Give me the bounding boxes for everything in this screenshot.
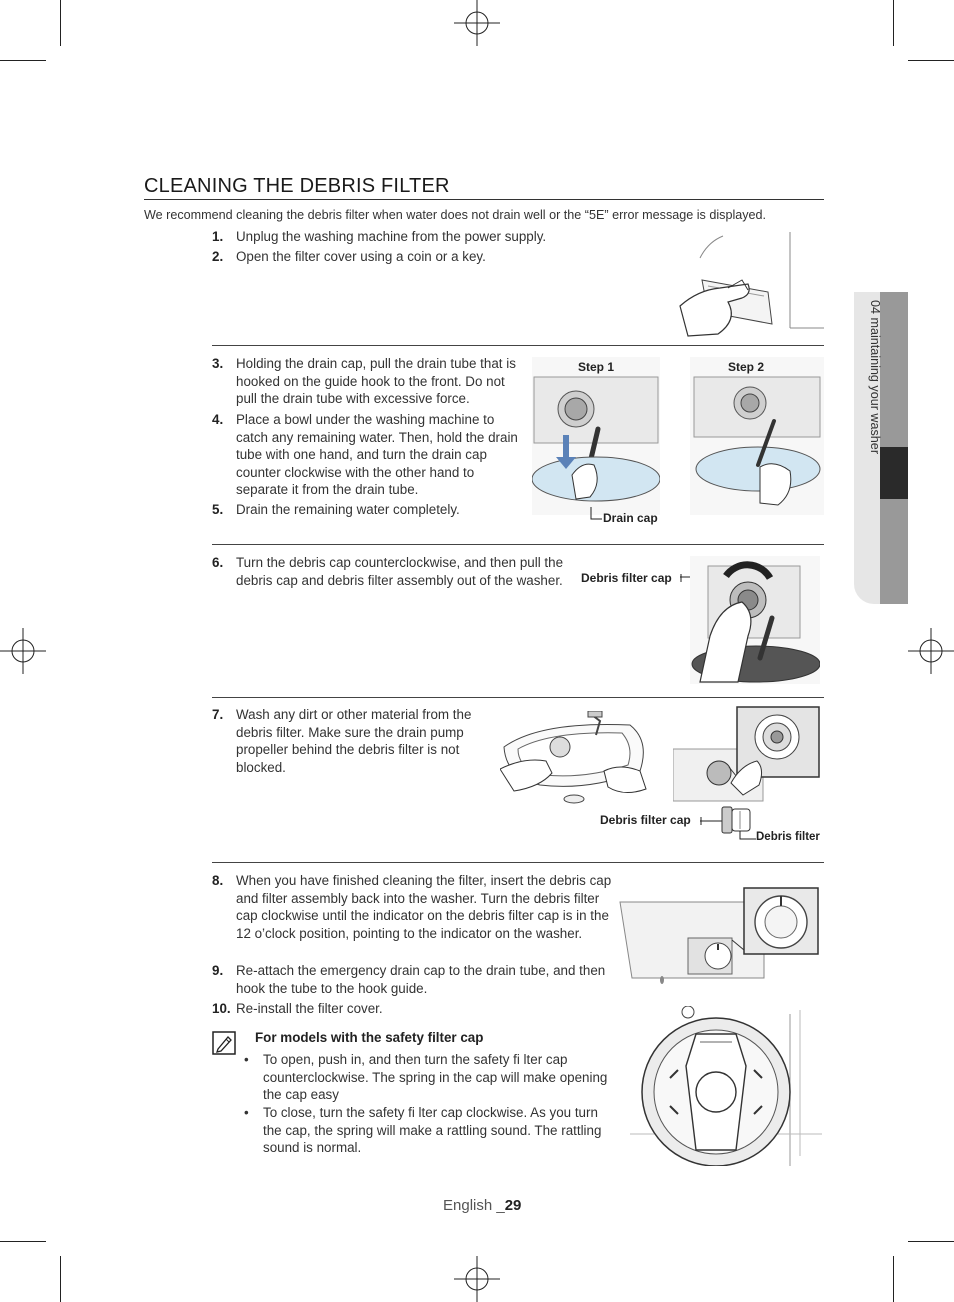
debris-filter-cap-label: Debris filter cap <box>581 571 672 585</box>
page-footer <box>443 1197 521 1214</box>
note-icon <box>212 1031 236 1055</box>
footer-language: English _ <box>443 1197 505 1214</box>
side-tab-marker <box>880 447 908 499</box>
registration-mark-icon <box>908 628 954 674</box>
crop-mark <box>908 1241 954 1242</box>
side-tab-label: 04 maintaining your washer <box>868 300 882 455</box>
section-divider <box>212 544 824 545</box>
section-divider <box>212 862 824 863</box>
note-title: For models with the safety filter cap <box>255 1030 484 1045</box>
drain-step2-illustration <box>690 357 824 515</box>
drain-cap-leader <box>590 507 602 521</box>
crop-mark <box>893 0 894 46</box>
debris-filter-label: Debris filter <box>756 831 820 843</box>
title-divider <box>144 199 824 200</box>
drain-step1-illustration <box>532 357 660 515</box>
step2-label: Step 2 <box>728 360 765 374</box>
crop-mark <box>60 0 61 46</box>
registration-mark-icon <box>454 1256 500 1302</box>
registration-mark-icon <box>454 0 500 46</box>
sink-wash-illustration <box>500 711 650 806</box>
pump-propeller-illustration <box>673 705 823 805</box>
section-divider <box>212 697 824 698</box>
intro-text: We recommend cleaning the debris filter when water does not drain well or the “5E” error message is displayed. <box>144 208 767 222</box>
registration-mark-icon <box>0 628 46 674</box>
filter-reinsert-illustration <box>618 886 822 984</box>
crop-mark <box>908 60 954 61</box>
page-number: 29 <box>504 1197 522 1214</box>
safety-filter-cap-illustration <box>630 1006 822 1166</box>
crop-mark <box>893 1256 894 1302</box>
drain-cap-label: Drain cap <box>603 511 658 525</box>
filter-cover-illustration <box>668 228 824 340</box>
debris-filter-cap-label: Debris filter cap <box>600 813 691 827</box>
debris-filter-parts-illustration <box>700 803 756 843</box>
section-divider <box>212 345 824 346</box>
page-title: CLEANING THE DEBRIS FILTER <box>144 175 450 197</box>
step1-label: Step 1 <box>578 360 615 374</box>
crop-mark <box>0 60 46 61</box>
crop-mark <box>0 1241 46 1242</box>
crop-mark <box>60 1256 61 1302</box>
debris-cap-removal-illustration <box>690 556 820 684</box>
